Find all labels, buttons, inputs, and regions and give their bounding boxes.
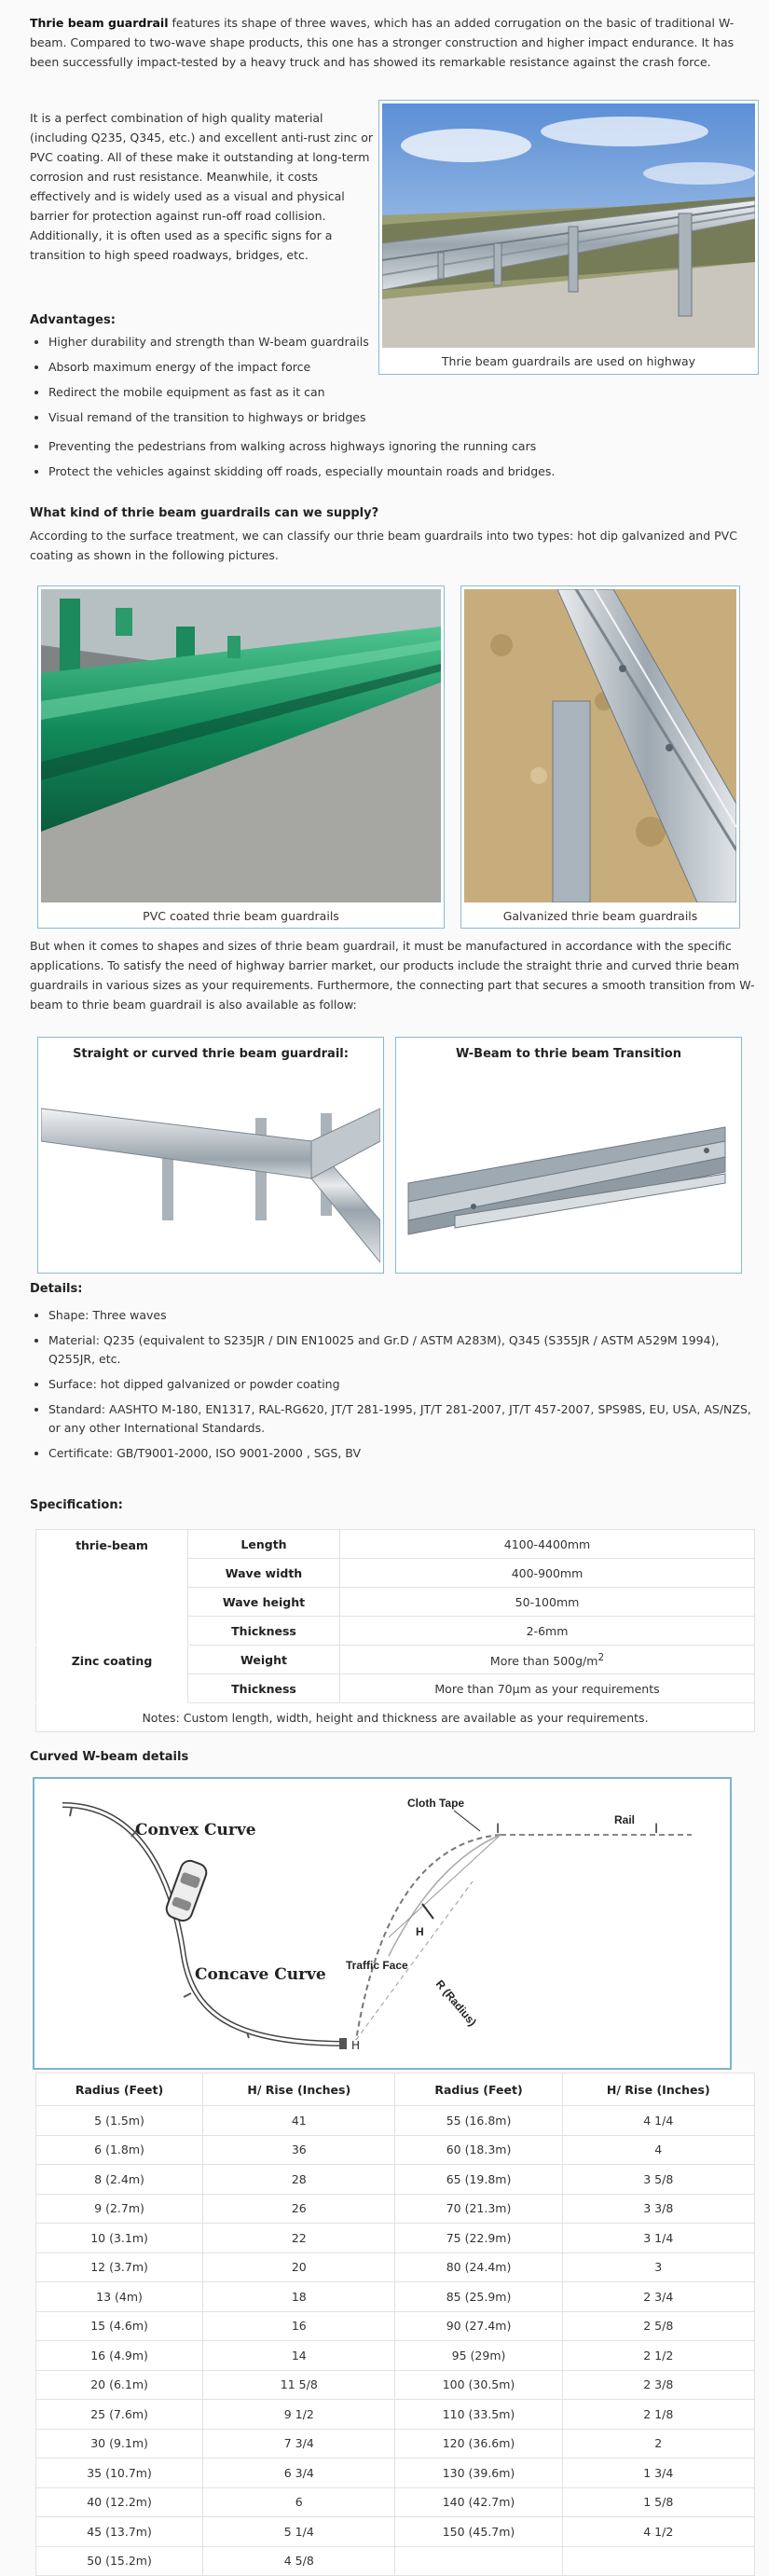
curved-title: Curved W-beam details xyxy=(30,1750,189,1764)
transition-box xyxy=(395,1037,742,1274)
galvanized-photo-caption: Galvanized thrie beam guardrails xyxy=(502,909,698,923)
table-cell: 16 xyxy=(203,2311,395,2341)
rail-end-mark: I xyxy=(654,1822,659,1837)
table-cell: 4 1/4 xyxy=(562,2106,754,2136)
table-cell: 10 (3.1m) xyxy=(36,2224,203,2253)
column-header: Radius (Feet) xyxy=(36,2073,203,2106)
spec-label: Length xyxy=(188,1530,340,1559)
pvc-coated-guardrail-photo xyxy=(41,589,441,902)
group-thrie-beam: thrie-beam xyxy=(36,1530,188,1646)
radius-table xyxy=(35,2073,755,2576)
pvc-photo-figure xyxy=(37,585,445,929)
supply-title: What kind of thrie beam guardrails can we supply? xyxy=(30,506,379,520)
table-row xyxy=(36,2165,755,2195)
table-cell: 3 3/8 xyxy=(562,2194,754,2224)
table-cell: 11 5/8 xyxy=(203,2370,395,2400)
table-row xyxy=(36,1703,755,1732)
table-cell: 26 xyxy=(203,2194,395,2224)
table-cell: 45 (13.7m) xyxy=(36,2517,203,2547)
radius-label: R (Radius) xyxy=(433,1977,479,2029)
table-cell: 85 (25.9m) xyxy=(395,2282,562,2312)
table-row xyxy=(36,2370,755,2400)
details-list xyxy=(30,1306,766,1469)
table-cell: 35 (10.7m) xyxy=(36,2459,203,2488)
table-cell xyxy=(395,2546,562,2576)
table-cell xyxy=(562,2546,754,2576)
shapes-paragraph: But when it comes to shapes and sizes of thrie beam guardrail, it must be manufactured in accordance with the specific applications. To satisfy the need of highway barrier market, our products include the straight thrie and curved thrie beam guardrails in various sizes as your requirements. Furthermore, the connecting part that secures a smooth transition from W-beam to thrie beam guardrail is also available as follow: xyxy=(30,939,755,1012)
table-cell: 5 1/4 xyxy=(203,2517,395,2547)
combination-paragraph: It is a perfect combination of high quality material (including Q235, Q345, etc.) and excellent anti-rust zinc or PVC coating. All of these make it outstanding at long-term corrosion and rust resistance. Meanwhile, it costs effectively and is widely used as a visual and physical barrier for protection against run-off road collision. Additionally, it is often used as a specific signs for a transition to high speed roadways, bridges, etc. xyxy=(30,111,373,262)
table-cell: 3 1/4 xyxy=(562,2224,754,2253)
table-cell: 1 3/4 xyxy=(562,2459,754,2488)
table-row xyxy=(36,2252,755,2282)
rail-label: Rail xyxy=(614,1813,636,1826)
table-cell: 55 (16.8m) xyxy=(395,2106,562,2136)
spec-label: Thickness xyxy=(188,1674,340,1703)
table-row xyxy=(36,2106,755,2136)
table-cell: 80 (24.4m) xyxy=(395,2252,562,2282)
highway-photo-figure xyxy=(378,100,759,375)
straight-guardrail-box xyxy=(37,1037,384,1274)
table-cell: 100 (30.5m) xyxy=(395,2370,562,2400)
table-row xyxy=(36,2194,755,2224)
spec-value xyxy=(340,1646,755,1674)
table-cell: 40 (12.2m) xyxy=(36,2487,203,2517)
spec-value: 50-100mm xyxy=(340,1588,755,1617)
spec-label: Wave width xyxy=(188,1559,340,1588)
h-label: H xyxy=(416,1925,424,1938)
column-header: H/ Rise (Inches) xyxy=(562,2073,754,2106)
table-cell: 4 xyxy=(562,2135,754,2165)
spec-value: More than 70μm as your requirements xyxy=(340,1674,755,1703)
table-cell: 20 xyxy=(203,2252,395,2282)
table-cell: 13 (4m) xyxy=(36,2282,203,2312)
list-item: • Surface: hot dipped galvanized or powder coating xyxy=(48,1375,766,1394)
spec-notes: Notes: Custom length, width, height and thickness are available as your requirements. xyxy=(36,1703,755,1732)
table-cell: 130 (39.6m) xyxy=(395,2459,562,2488)
table-cell: 95 (29m) xyxy=(395,2341,562,2371)
radius-table-wrap xyxy=(35,2073,755,2576)
table-cell: 18 xyxy=(203,2282,395,2312)
table-row xyxy=(36,2311,755,2341)
table-cell: 6 (1.8m) xyxy=(36,2135,203,2165)
table-row xyxy=(36,2429,755,2459)
table-cell: 90 (27.4m) xyxy=(395,2311,562,2341)
table-cell: 15 (4.6m) xyxy=(36,2311,203,2341)
table-cell: 7 3/4 xyxy=(203,2429,395,2459)
table-row xyxy=(36,2282,755,2312)
table-cell: 20 (6.1m) xyxy=(36,2370,203,2400)
table-cell: 8 (2.4m) xyxy=(36,2165,203,2195)
table-row xyxy=(36,2459,755,2488)
table-cell: 9 (2.7m) xyxy=(36,2194,203,2224)
concave-curve-label: Concave Curve xyxy=(195,1965,326,1984)
supply-paragraph: According to the surface treatment, we can classify our thrie beam guardrails into two types: hot dip galvanized and PVC coating as shown in the following pictures. xyxy=(30,529,737,562)
table-cell: 70 (21.3m) xyxy=(395,2194,562,2224)
specification-table-wrap xyxy=(35,1529,755,1732)
table-cell: 16 (4.9m) xyxy=(36,2341,203,2371)
table-row xyxy=(36,2224,755,2253)
table-cell: 2 3/4 xyxy=(562,2282,754,2312)
w-beam-transition-image xyxy=(399,1071,738,1267)
transition-box-title: W-Beam to thrie beam Transition xyxy=(456,1047,681,1061)
spec-value: 400-900mm xyxy=(340,1559,755,1588)
table-row xyxy=(36,2400,755,2430)
rail-end-mark: I xyxy=(496,1822,501,1837)
table-cell: 3 xyxy=(562,2252,754,2282)
table-row xyxy=(36,2341,755,2371)
table-cell: 14 xyxy=(203,2341,395,2371)
table-cell: 60 (18.3m) xyxy=(395,2135,562,2165)
table-cell: 2 xyxy=(562,2429,754,2459)
table-cell: 4 5/8 xyxy=(203,2546,395,2576)
table-cell: 2 5/8 xyxy=(562,2311,754,2341)
list-item: • Preventing the pedestrians from walking across highways ignoring the running cars xyxy=(48,437,766,456)
intro-lead: Thrie beam guardrail xyxy=(30,16,169,30)
traffic-face-label: Traffic Face xyxy=(346,1959,408,1972)
table-cell: 41 xyxy=(203,2106,395,2136)
table-header-row xyxy=(36,2073,755,2106)
table-cell: 30 (9.1m) xyxy=(36,2429,203,2459)
specification-table xyxy=(35,1529,755,1732)
convex-curve-label: Convex Curve xyxy=(135,1821,256,1839)
list-item: • Redirect the mobile equipment as fast as it can xyxy=(48,383,403,402)
details-title: Details: xyxy=(30,1282,83,1296)
table-cell: 50 (15.2m) xyxy=(36,2546,203,2576)
table-cell: 9 1/2 xyxy=(203,2400,395,2430)
spec-label: Weight xyxy=(188,1646,340,1674)
list-item: • Certificate: GB/T9001-2000, ISO 9001-2000 , SGS, BV xyxy=(48,1444,766,1463)
table-cell: 150 (45.7m) xyxy=(395,2517,562,2547)
table-cell: 2 3/8 xyxy=(562,2370,754,2400)
highway-photo-caption: Thrie beam guardrails are used on highway xyxy=(441,354,696,368)
column-header: Radius (Feet) xyxy=(395,2073,562,2106)
group-zinc-coating: Zinc coating xyxy=(36,1646,188,1703)
cloth-tape-label: Cloth Tape xyxy=(407,1797,465,1810)
table-cell: 6 3/4 xyxy=(203,2459,395,2488)
table-row xyxy=(36,2517,755,2547)
straight-thrie-beam-image xyxy=(41,1071,380,1267)
spec-label: Wave height xyxy=(188,1588,340,1617)
intro-paragraph xyxy=(30,13,755,72)
table-cell: 120 (36.6m) xyxy=(395,2429,562,2459)
table-cell: 140 (42.7m) xyxy=(395,2487,562,2517)
galvanized-photo-figure xyxy=(460,585,740,929)
table-row xyxy=(36,2546,755,2576)
rail-start-mark: H xyxy=(351,2039,361,2052)
table-cell: 6 xyxy=(203,2487,395,2517)
table-cell: 22 xyxy=(203,2224,395,2253)
list-item: • Shape: Three waves xyxy=(48,1306,766,1325)
spec-value-text: More than 500g/m xyxy=(489,1654,598,1669)
table-cell: 75 (22.9m) xyxy=(395,2224,562,2253)
spec-label: Thickness xyxy=(188,1617,340,1646)
table-cell: 2 1/8 xyxy=(562,2400,754,2430)
table-cell: 65 (19.8m) xyxy=(395,2165,562,2195)
table-row xyxy=(36,2135,755,2165)
table-cell: 3 5/8 xyxy=(562,2165,754,2195)
table-cell: 25 (7.6m) xyxy=(36,2400,203,2430)
advantages-list-continued xyxy=(30,437,766,488)
curved-w-beam-diagram xyxy=(34,1779,730,2068)
advantages-list xyxy=(30,333,403,434)
straight-box-title: Straight or curved thrie beam guardrail: xyxy=(73,1047,349,1061)
table-cell: 36 xyxy=(203,2135,395,2165)
curved-diagram-box xyxy=(33,1777,732,2070)
spec-value: 2-6mm xyxy=(340,1617,755,1646)
list-item: • Visual remand of the transition to highways or bridges xyxy=(48,408,403,427)
table-cell: 1 5/8 xyxy=(562,2487,754,2517)
table-cell: 110 (33.5m) xyxy=(395,2400,562,2430)
specification-title: Specification: xyxy=(30,1498,123,1512)
list-item: • Higher durability and strength than W-beam guardrails xyxy=(48,333,403,351)
galvanized-guardrail-photo xyxy=(464,589,736,902)
radius-table-body xyxy=(36,2106,755,2576)
table-cell: 5 (1.5m) xyxy=(36,2106,203,2136)
table-cell: 4 1/2 xyxy=(562,2517,754,2547)
table-cell: 12 (3.7m) xyxy=(36,2252,203,2282)
table-cell: 28 xyxy=(203,2165,395,2195)
table-row xyxy=(36,1530,755,1559)
table-row xyxy=(36,1646,755,1674)
spec-value-sup: 2 xyxy=(597,1651,605,1663)
advantages-title: Advantages: xyxy=(30,313,116,327)
highway-guardrail-photo xyxy=(382,103,755,348)
list-item: • Protect the vehicles against skidding off roads, especially mountain roads and bridges. xyxy=(48,462,766,481)
spec-value: 4100-4400mm xyxy=(340,1530,755,1559)
table-row xyxy=(36,2487,755,2517)
list-item: • Standard: AASHTO M-180, EN1317, RAL-RG620, JT/T 281-1995, JT/T 281-2007, JT/T 457-2007, SPS98S, EU, USA, AS/NZS, or any other International Standards. xyxy=(48,1400,766,1438)
table-cell: 2 1/2 xyxy=(562,2341,754,2371)
list-item: • Material: Q235 (equivalent to S235JR / DIN EN10025 and Gr.D / ASTM A283M), Q345 (S355JR / ASTM A529M 1994), Q255JR, etc. xyxy=(48,1331,766,1369)
list-item: • Absorb maximum energy of the impact force xyxy=(48,358,403,377)
intro-text: features its shape of three waves, which has an added corrugation on the basic of traditional W-beam. Compared to two-wave shape products, this one has a stronger construction and higher impact endurance. It has been successfully impact-tested by a heavy truck and has showed its remarkable resistance against the crash force. xyxy=(30,16,735,69)
pvc-photo-caption: PVC coated thrie beam guardrails xyxy=(143,909,339,923)
column-header: H/ Rise (Inches) xyxy=(203,2073,395,2106)
